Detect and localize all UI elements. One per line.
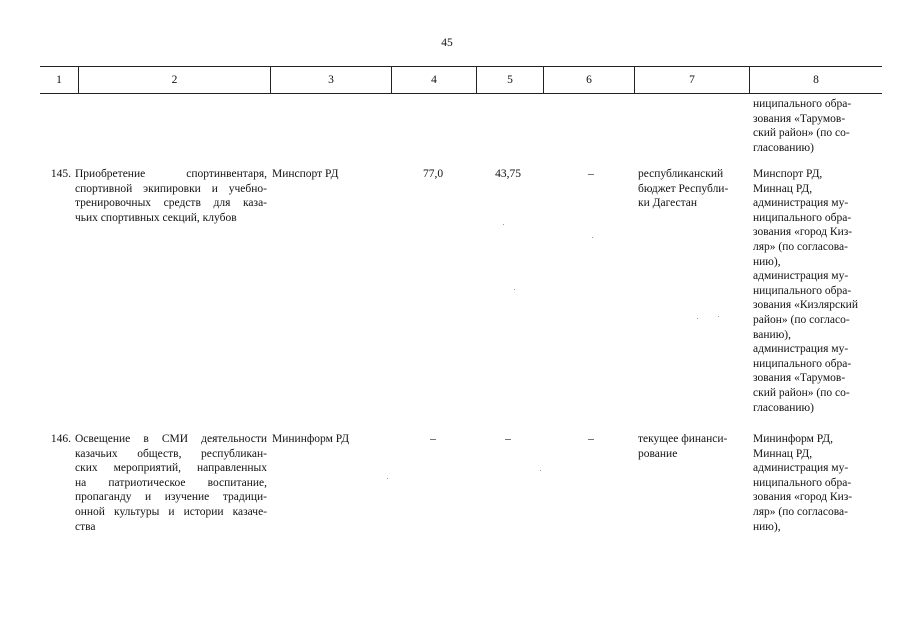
column-header-2: 2	[171, 74, 178, 86]
text-line: ниципального обра-	[753, 357, 852, 370]
text-line: ниципального обра-	[753, 476, 852, 489]
text-line: текущее финанси-	[638, 433, 728, 445]
text-line: ляр» (по согласова-	[753, 505, 848, 518]
scan-speck	[503, 224, 504, 225]
text-line: казачьих обществ, республикан-	[75, 447, 267, 460]
text-line: ниципального обра-	[753, 211, 852, 224]
text-line: администрация му-	[753, 462, 849, 475]
text-line: администрация му-	[753, 343, 849, 356]
text-line: ванию),	[753, 328, 791, 341]
row-value-col5: –	[505, 433, 511, 445]
text-line: Миннац РД,	[753, 447, 813, 460]
text-line: гласованию)	[753, 401, 814, 414]
column-header-1: 1	[56, 74, 62, 86]
text-line: зования «город Киз-	[753, 491, 853, 504]
text-line: ляр» (по согласова-	[753, 240, 848, 253]
row-executors	[753, 432, 883, 534]
row-agency: Минспорт РД	[272, 168, 339, 180]
scan-speck	[514, 289, 515, 290]
text-line: район» (по согласо-	[753, 313, 850, 326]
text-line: зования «Тарумов-	[753, 112, 846, 125]
scan-speck	[540, 470, 541, 471]
column-header-8: 8	[813, 74, 819, 86]
text-line: Mининформ РД,	[753, 433, 834, 445]
text-line: Миннац РД,	[753, 182, 813, 195]
row-number: 145.	[50, 168, 71, 180]
scan-speck	[592, 237, 593, 238]
text-line: бюджет Республи-	[638, 182, 729, 195]
row-value-col4: 77,0	[422, 168, 444, 180]
row-agency: Mининформ РД	[272, 433, 350, 445]
text-line: Минспорт РД,	[753, 168, 823, 180]
scan-speck	[387, 478, 388, 479]
row-executors	[753, 167, 883, 415]
text-line: ский район» (по со-	[753, 386, 850, 399]
row-funding-source	[638, 432, 750, 461]
table-header	[40, 66, 882, 94]
row-value-col6: –	[588, 168, 594, 180]
text-line: ский район» (по со-	[753, 127, 850, 140]
text-line: администрация му-	[753, 197, 849, 210]
text-line: ства	[75, 520, 96, 533]
column-header-7: 7	[689, 74, 695, 86]
text-line: на патриотическое воспитание,	[75, 476, 267, 489]
text-line: тренировочных средств для каза-	[75, 197, 267, 210]
column-header-3: 3	[328, 74, 334, 86]
column-header-4: 4	[431, 74, 437, 86]
page-number: 45	[441, 37, 453, 49]
row-value-col6: –	[588, 433, 594, 445]
text-line: чьих спортивных секций, клубов	[75, 211, 237, 224]
row-description	[75, 432, 267, 534]
column-header-6: 6	[586, 74, 592, 86]
text-line: нию),	[753, 255, 781, 268]
text-line: пропаганду и изучение традици-	[75, 491, 267, 504]
row-funding-source	[638, 167, 750, 211]
text-line: Освещение в СМИ деятельности	[75, 433, 267, 445]
row-number: 146.	[50, 433, 71, 445]
text-line: республиканский	[638, 168, 724, 180]
continuation-executors	[753, 97, 883, 155]
text-line: ниципального обра-	[753, 98, 852, 110]
text-line: зования «город Киз-	[753, 226, 853, 239]
text-line: рование	[638, 447, 678, 460]
text-line: Приобретение спортинвентаря,	[75, 168, 267, 180]
scan-speck	[718, 316, 719, 317]
text-line: онной культуры и истории казаче-	[75, 505, 267, 518]
text-line: спортивной экипировки и учебно-	[75, 182, 267, 195]
text-line: ских мероприятий, направленных	[75, 462, 267, 475]
text-line: нию),	[753, 520, 781, 533]
row-value-col4: –	[430, 433, 436, 445]
text-line: гласованию)	[753, 141, 814, 154]
text-line: ниципального обра-	[753, 284, 852, 297]
row-value-col5: 43,75	[495, 168, 521, 180]
text-line: зования «Тарумов-	[753, 372, 846, 385]
text-line: зования «Кизлярский	[753, 299, 858, 312]
column-header-5: 5	[507, 74, 513, 86]
scan-speck	[697, 318, 698, 319]
text-line: администрация му-	[753, 270, 849, 283]
text-line: ки Дагестан	[638, 197, 698, 210]
row-description	[75, 167, 267, 225]
